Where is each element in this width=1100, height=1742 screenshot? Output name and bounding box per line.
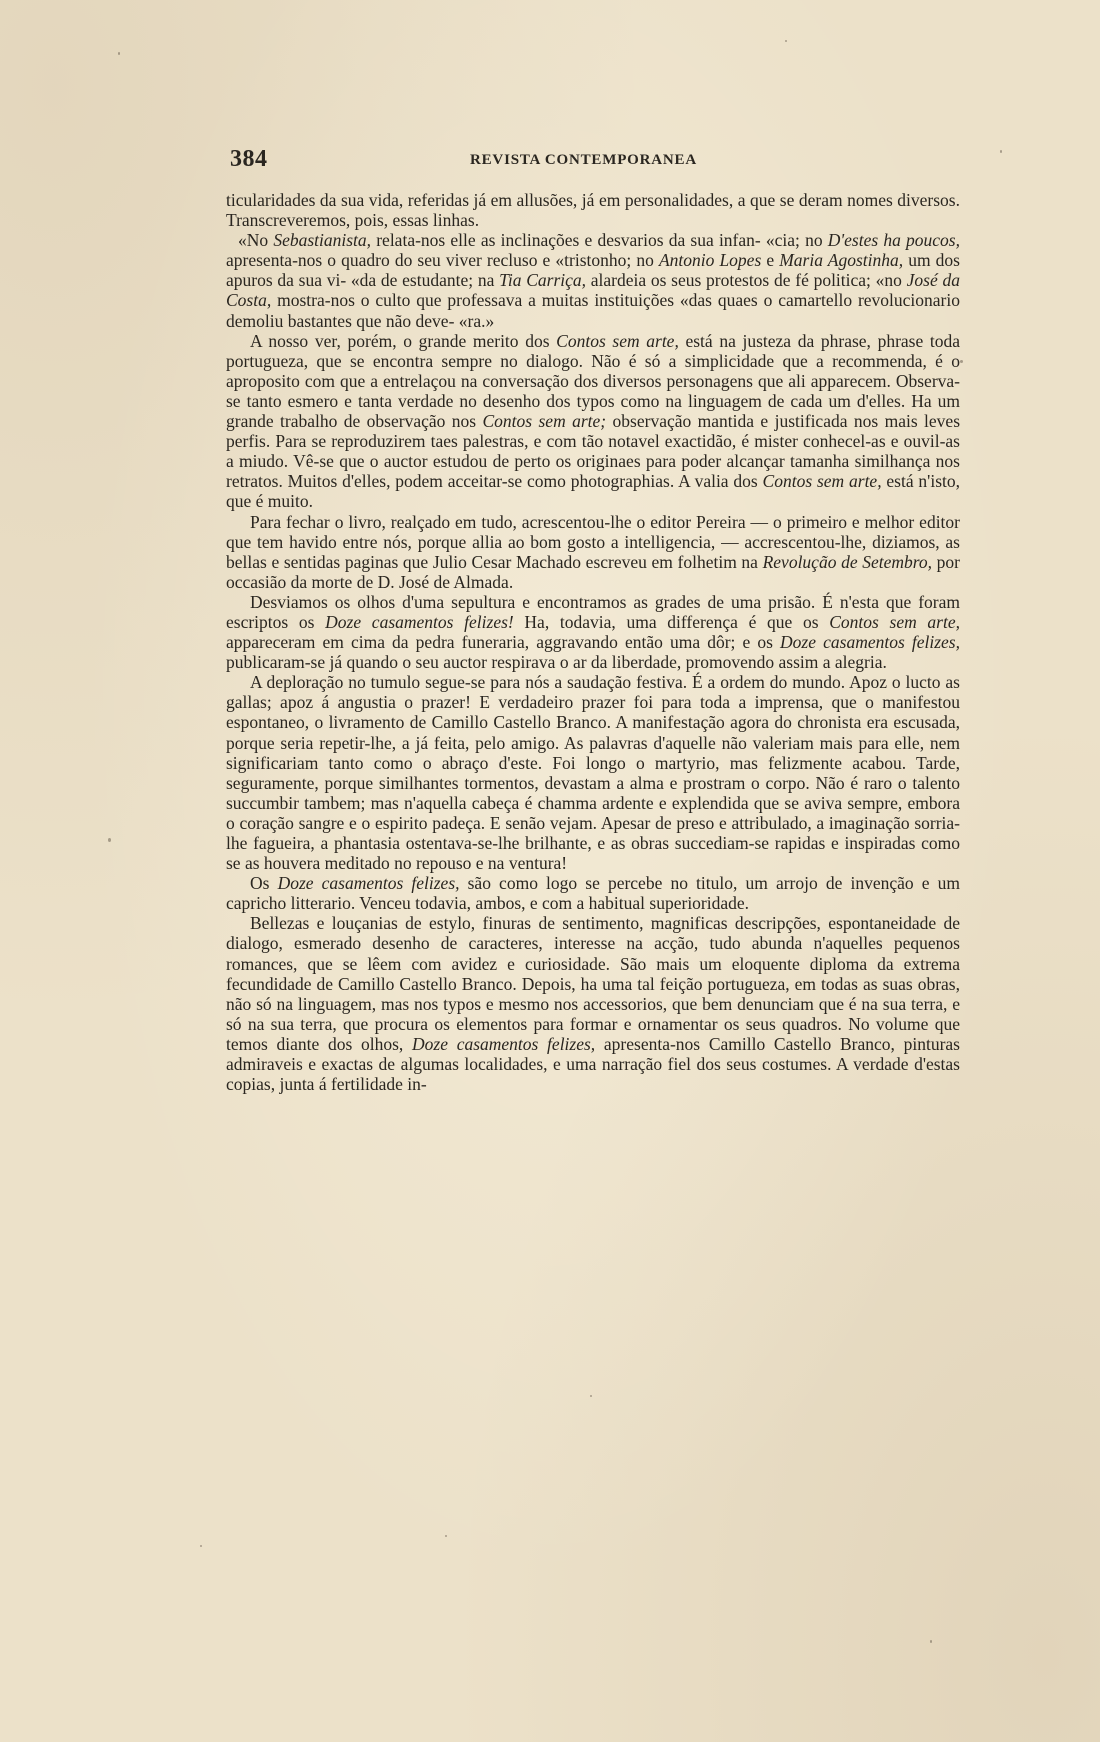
text-run: está n'isto, que é muito. [226, 471, 960, 512]
paper-speck [118, 52, 120, 55]
text-run: publicaram-se já quando o seu auctor respirava o ar da liberdade, promovendo assim a alegria. [226, 652, 887, 673]
book-title: Contos sem arte, [829, 611, 960, 632]
paragraph [226, 512, 960, 592]
paper-speck [930, 1640, 932, 1643]
text-run: alardeia os seus protestos de fé politica; «no [586, 270, 907, 291]
book-title: Doze casamentos felizes, [780, 632, 960, 653]
text-run: por occasião da morte de D. José de Almada. [226, 551, 960, 592]
paragraph [226, 190, 960, 230]
text-run: está na justeza da phrase, phrase toda portugueza, que se encontra sempre no dialogo. Não é só a simplicidade que a recommenda, é o aproposito com que a entrelaçou na conversação dos diversos personagens que ali apparecem. Observa-se tanto esmero e tanta verdade no desenho dos typos como na linguagem de cada um d'elles. Ha um grande trabalho de observação nos [226, 330, 961, 432]
text-run: um dos apuros da sua vi- «da de estudante; na [226, 250, 960, 291]
book-title: Sebastianista, [273, 230, 372, 251]
paragraph [226, 672, 960, 873]
text-run: são como logo se percebe no titulo, um arrojo de invenção e um capricho litterario. Venceu todavia, ambos, e com a habitual superioridade. [226, 873, 960, 914]
book-title: Antonio Lopes [658, 250, 762, 271]
text-run: Os [250, 873, 278, 894]
paper-speck [590, 1395, 592, 1397]
paragraph-text: ticularidades da sua vida, referidas já em allusões, já em personalidades, a que se deram nomes diversos. Transcreveremos, pois, essas linhas. [226, 190, 960, 231]
text-run: mostra-nos o culto que professava a muitas instituições «das quaes o camartello revolucionario demoliu bastantes que não deve- «ra.» [226, 290, 960, 331]
text-run: «No [238, 230, 274, 251]
text-run: apresenta-nos Camillo Castello Branco, pinturas admiraveis e exactas de algumas localidades, e uma narração fiel dos seus costumes. A verdade d'estas copias, junta á fertilidade in- [226, 1033, 960, 1095]
paragraph [226, 873, 960, 913]
text-run: apresenta-nos o quadro do seu viver recluso e «tristonho; no [226, 250, 659, 271]
newspaper-title: Revolução de Setembro, [762, 551, 933, 572]
book-title: Contos sem arte, [556, 330, 679, 351]
paper-speck [200, 1545, 202, 1547]
page-number: 384 [230, 146, 268, 172]
paper-speck [108, 838, 111, 842]
text-run: e [761, 250, 780, 271]
book-title: Doze casamentos felizes, [277, 873, 460, 894]
text-run: Ha, todavia, uma differença é que os [513, 611, 830, 632]
text-run: Bellezas e louçanias de estylo, finuras de sentimento, magnificas descripções, espontaneidade de dialogo, esmerado desenho de caracteres, interesse na acção, tudo abunda n'aquelles pequenos romances, que se lêem com avidez e curiosidade. São mais um eloquente diploma da extrema fecundidade de Camillo Castello Branco. Depois, ha uma tal feição portugueza, em todas as suas obras, não só na linguagem, mas nos typos e mesmo nos accessorios, que bem denunciam que é na sua terra, e só na sua terra, que procura os elementos para formar e ornamentar os seus quadros. No volume que temos diante dos olhos, [226, 913, 960, 1054]
paragraph [226, 913, 960, 1094]
text-run: observação mantida e justificada nos mais leves perfis. Para se reproduzirem taes palestras, e com tão notavel exactidão, é mister conhecel-as e ouvil-as a miudo. Vê-se que o auctor estudou de perto os originaes para poder alcançar tamanha similhança nos retratos. Muitos d'elles, podem acceitar-se como photographias. A valia dos [226, 411, 961, 492]
article-body [226, 190, 960, 1094]
book-title: Contos sem arte; [482, 411, 607, 432]
text-run: Para fechar o livro, realçado em tudo, acrescentou-lhe o editor Pereira — o primeiro e melhor editor que tem havido entre nós, porque allia ao bom gosto a intelligencia, — accrescentou-lhe, diziamos, as bellas e sentidas paginas que Julio Cesar Machado escreveu em folhetim na [226, 511, 960, 572]
book-title: Doze casamentos felizes, [412, 1033, 596, 1054]
book-title: Tia Carriça, [499, 270, 587, 291]
book-title: José da Costa, [226, 270, 960, 311]
paper-speck [785, 40, 787, 42]
text-run: relata-nos elle as inclinações e desvarios da sua infan- «cia; no [371, 230, 828, 251]
text-run: Desviamos os olhos d'uma sepultura e encontramos as grades de uma prisão. É n'esta que foram escriptos os [226, 591, 960, 632]
book-title: Contos sem arte, [762, 471, 882, 492]
text-run: A nosso ver, porém, o grande merito dos [250, 330, 557, 351]
page-header [230, 146, 960, 172]
paper-speck [960, 360, 963, 363]
paper-speck [1000, 150, 1002, 153]
paper-speck [445, 1535, 447, 1537]
running-title: REVISTA CONTEMPORANEA [470, 152, 697, 168]
quoted-paragraph [226, 230, 960, 330]
paragraph [226, 592, 960, 672]
book-title: Doze casamentos felizes! [325, 611, 514, 632]
book-title: D'estes ha poucos, [827, 230, 960, 251]
text-run: appareceram em cima da pedra funeraria, aggravando então uma dôr; e os [226, 632, 781, 653]
paragraph-text: A deploração no tumulo segue-se para nós a saudação festiva. É a ordem do mundo. Apoz o lucto as gallas; apoz á angustia o prazer! E verdadeiro prazer foi para toda a imprensa, que o manifestou espontaneo, o livramento de Camillo Castello Branco. A manifestação agora do chronista era escusada, porque seria repetir-lhe, a já feita, pelo amigo. As palavras d'aquelle não valeriam mais para elle, nem significariam tanto como o abraço d'este. Foi longo o martyrio, mas felizmente acabou. Tarde, seguramente, porque similhantes tormentos, devastam a alma e prostram o corpo. Não é raro o talento succumbir tambem; mas n'aquella cabeça é chamma ardente e explendida que se aviva sempre, embora o coração sangre e o espirito padeça. E senão vejam. Apesar de preso e attribulado, a imaginação sorria-lhe fagueira, a phantasia ostentava-se-lhe brilhante, e as obras succediam-se rapidas e inspiradas como se as houvera meditado no repouso e na ventura! [226, 672, 960, 874]
paragraph [226, 331, 960, 512]
book-title: Maria Agostinha, [779, 250, 904, 271]
